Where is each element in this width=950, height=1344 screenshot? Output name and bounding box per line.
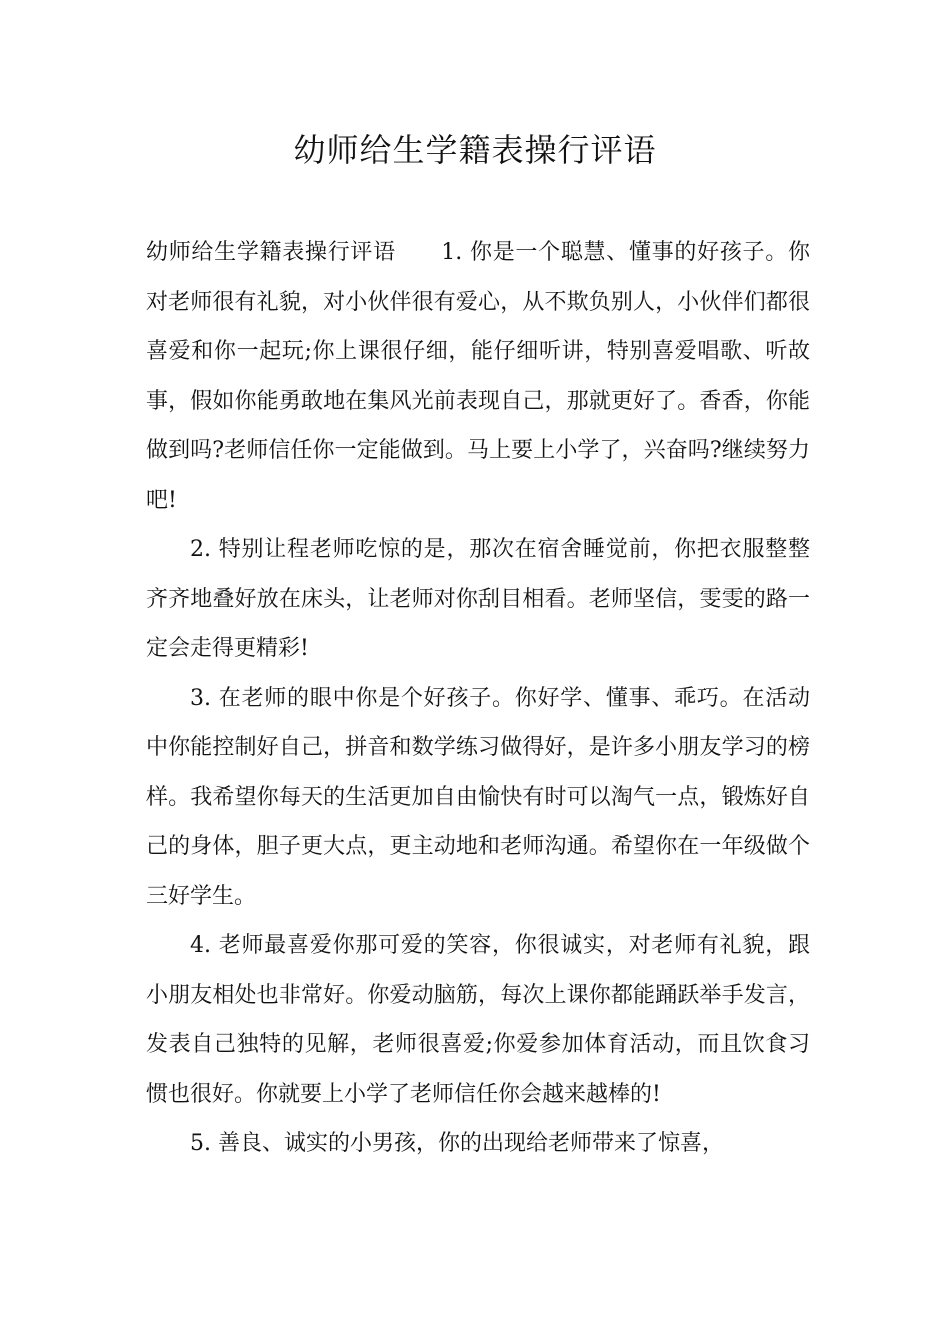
- paragraph-4: 4. 老师最喜爱你那可爱的笑容，你很诚实，对老师有礼貌，跟小朋友相处也非常好。你爱动脑筋，每次上课你都能踊跃举手发言，发表自己独特的见解，老师很喜爱;你爱参加体育活动，而且饮食习惯也很好。你就要上小学了老师信任你会越来越棒的!: [146, 933, 810, 1107]
- document-title: 幼师给生学籍表操行评语: [293, 131, 657, 169]
- paragraph-3: 3. 在老师的眼中你是个好孩子。你好学、懂事、乖巧。在活动中你能控制好自己，拼音和数学练习做得好，是许多小朋友学习的榜样。我希望你每天的生活更加自由愉快有时可以淘气一点，锻炼好自己的身体，胆子更大点，更主动地和老师沟通。希望你在一年级做个三好学生。: [146, 685, 810, 909]
- paragraph-5: 5. 善良、诚实的小男孩，你的出现给老师带来了惊喜，: [190, 1131, 724, 1156]
- paragraph-2: 2. 特别让程老师吃惊的是，那次在宿舍睡觉前，你把衣服整整齐齐地叠好放在床头，让老师对你刮目相看。老师坚信，雯雯的路一定会走得更精彩!: [146, 537, 810, 661]
- document-body: [146, 228, 810, 1169]
- paragraph-1: 幼师给生学籍表操行评语 1. 你是一个聪慧、懂事的好孩子。你对老师很有礼貌，对小伙伴很有爱心，从不欺负别人，小伙伴们都很喜爱和你一起玩;你上课很仔细，能仔细听讲，特别喜爱唱歌、听故事，假如你能勇敢地在集风光前表现自己，那就更好了。香香，你能做到吗?老师信任你一定能做到。马上要上小学了，兴奋吗?继续努力吧!: [146, 240, 810, 513]
